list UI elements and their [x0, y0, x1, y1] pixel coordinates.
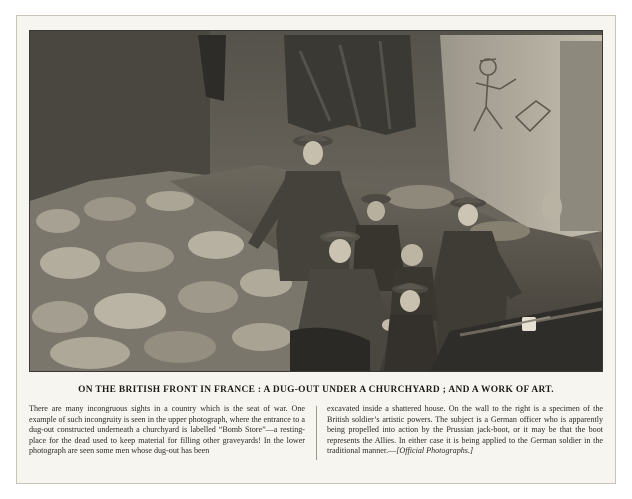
caption-left-column: There are many incongruous sights in a country which is the seat of war. One example of such incongruity is seen in the upper photograph, where the entrance to a dug-out constructed underneath a churchyard is labelled “Bomb Store”—a resting-place for the dead used to keep material for filling other graveyards! In the lower photograph are seen some men whose dug-out has been	[29, 404, 305, 456]
sandbag	[386, 185, 454, 209]
photo-credit: [Official Photographs.]	[396, 446, 474, 456]
caption-right-text: excavated inside a shattered house. On the wall to the right is a specimen of the British soldier’s artistic powers. The subject is a German officer who is apparently being propelled into action by the Prussian jack-boot, or it may be that the boot represents the Allies. In either case it is being applied to the German soldier in the traditional manner.—	[327, 404, 603, 456]
brick-column	[560, 41, 602, 231]
caption-columns	[29, 404, 603, 474]
jar	[542, 193, 562, 221]
photo-illustration	[30, 31, 602, 371]
caption-right-column	[327, 404, 603, 457]
column-divider	[316, 406, 317, 460]
headline: ON THE BRITISH FRONT IN FRANCE : A DUG-OUT UNDER A CHURCHYARD ; AND A WORK OF ART.	[78, 385, 554, 395]
tin-mug	[522, 317, 536, 331]
photograph	[29, 30, 603, 372]
